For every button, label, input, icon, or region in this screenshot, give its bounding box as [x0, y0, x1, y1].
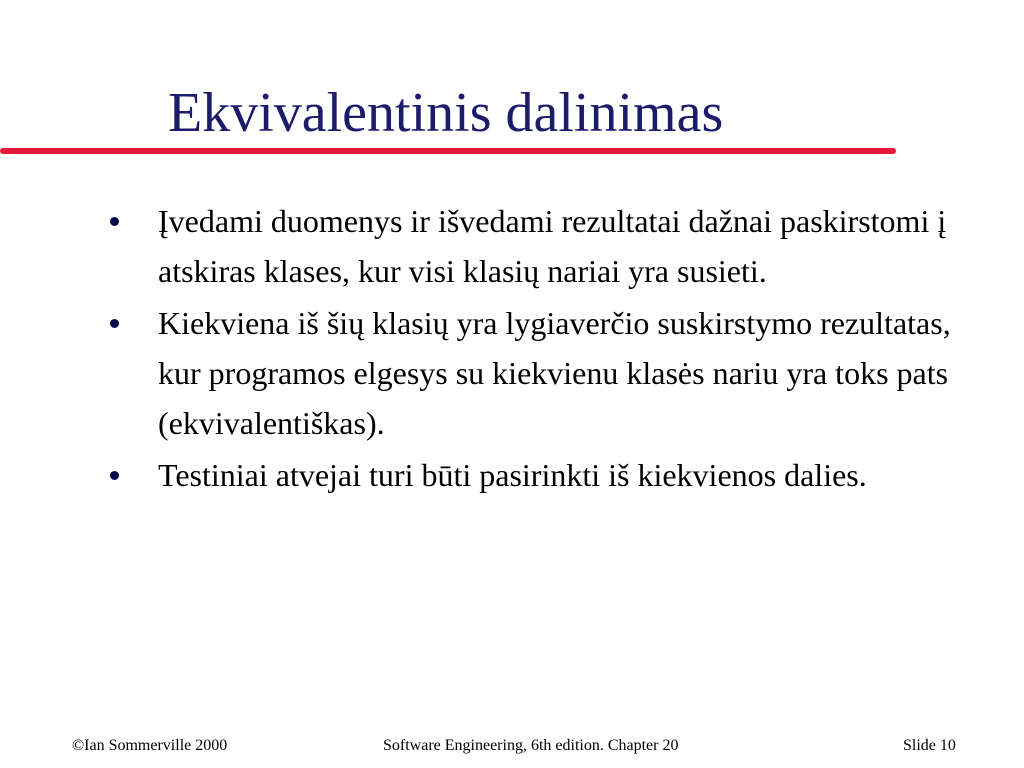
title-underline: [0, 148, 896, 154]
bullet-item: [104, 450, 964, 500]
footer-course: Software Engineering, 6th edition. Chapter 20: [383, 737, 679, 754]
bullet-text: Kiekviena iš šių klasių yra lygiaverčio suskirstymo rezultatas, kur programos elgesys su kiekvienu klasės nariu yra toks pats (ekvivalentiškas).: [158, 305, 951, 441]
slide-title: Ekvivalentinis dalinimas: [168, 82, 724, 144]
bullet-dot-icon: [110, 319, 119, 328]
bullet-item: [104, 196, 964, 296]
bullet-dot-icon: [110, 217, 119, 226]
bullet-text: Įvedami duomenys ir išvedami rezultatai dažnai paskirstomi į atskiras klases, kur visi klasių nariai yra susieti.: [158, 203, 947, 289]
bullet-text: Testiniai atvejai turi būti pasirinkti iš kiekvienos dalies.: [158, 457, 867, 493]
bullet-item: [104, 298, 964, 448]
bullet-dot-icon: [110, 471, 119, 480]
footer-slide-number: Slide 10: [903, 737, 956, 754]
bullet-list: [104, 196, 964, 502]
footer-copyright: ©Ian Sommerville 2000: [72, 737, 228, 754]
